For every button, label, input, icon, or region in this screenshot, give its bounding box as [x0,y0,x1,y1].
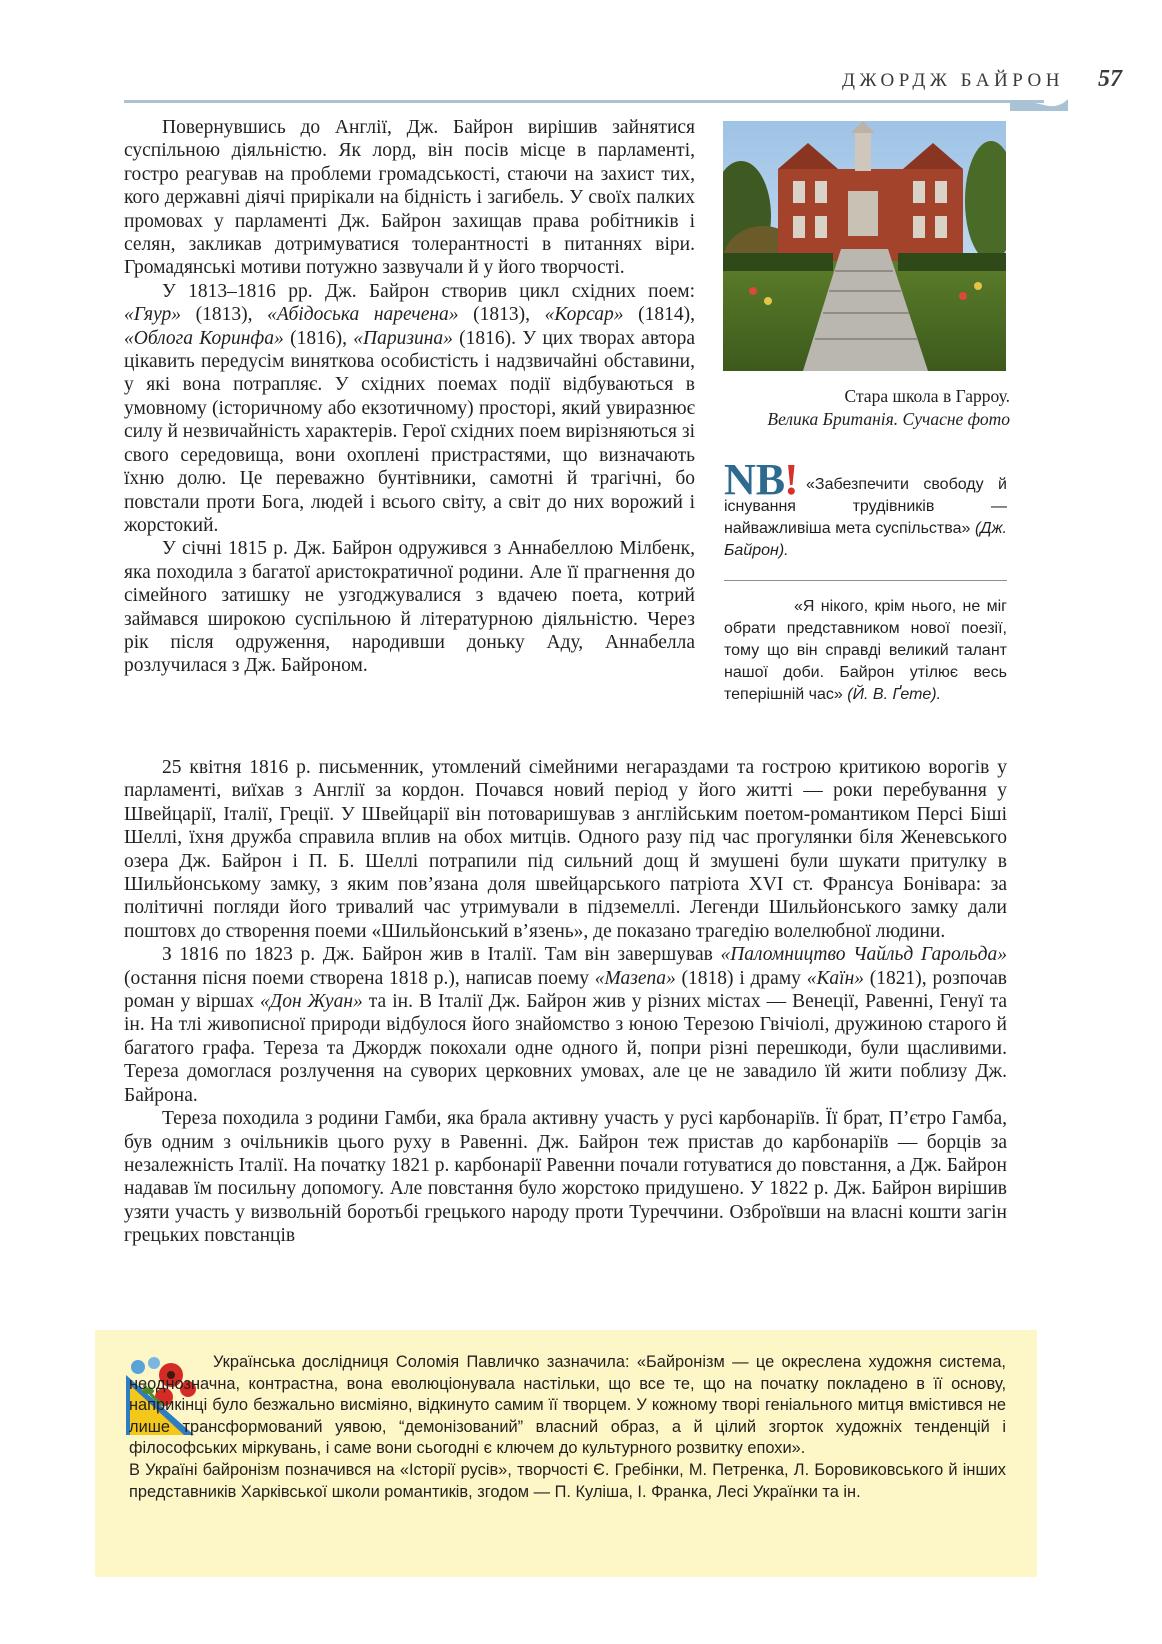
work-title: «Каїн» [806,967,865,989]
info-paragraph: Українська дослідниця Соломія Павличко зазначила: «Байронізм — це окреслена художня система, неоднозначна, контрастна, вона еволюціонувала настільки, що все те, що на початку покладено в її основу, наприкінці було безжально висміяно, відкинуто самим її творцем. У кожному творі геніального митця вмістився не лише трансформований уявою, “демонізований” власний образ, а й цілий згорток художніх тенденцій і філософських міркувань, і саме вони сьогодні є ключем до культурного розвитку епохи». [129,1353,1006,1458]
running-head [0,0,1162,120]
header-swoosh [1010,93,1068,111]
photo-caption [720,385,1010,431]
nb-quote-byron: «Забезпечити свободу й існування трудівників — найважливіша мета суспільства» (Дж. Байрон). [724,476,1007,559]
header-rule [124,100,1044,103]
photo-caption-line1: Стара школа в Гарроу. [844,386,1010,406]
page-number: 57 [1098,66,1122,92]
info-text [129,1352,1006,1503]
running-head-title: ДЖОРДЖ БАЙРОН [842,70,1064,91]
nb-letters: NB [724,457,786,497]
work-title: «Абідоська наречена» [267,304,459,326]
info-paragraph: В Україні байронізм позначився на «Історії русів», творчості Є. Гребінки, М. Петренка, Л. Боровиковського й інших представників Харківської школи романтиків, згодом — П. Куліша, І. Франка, Лесі Українки та ін. [129,1460,1006,1501]
harrow-school-photo [723,121,1006,371]
photo-caption-line2: Велика Британія. Сучасне фото [767,409,1010,429]
paragraph: Тереза походила з родини Гамби, яка брала активну участь у русі карбонаріїв. Її брат, П’єтро Гамба, був одним з очільників цього руху в Равенні. Дж. Байрон теж пристав до карбонаріїв — борців за незалежність Італії. На початку 1821 р. карбонарії Равенни почали готуватися до повстання, а Дж. Байрон надавав їм посильну допомогу. Але повстання було жорстоко придушено. У 1822 р. Дж. Байрон вирішив узяти участь у визвольній боротьбі грецького народу проти Туреччини. Озброївши на власні кошти загін грецьких повстанців [124,1108,1007,1247]
nb-divider [724,580,1007,581]
work-title: «Паризина» [353,327,453,349]
paragraph: Повернувшись до Англії, Дж. Байрон вирішив зайнятися суспільною діяльністю. Як лорд, він посів місце в парламенті, гостро реагував на проблеми громадськості, стаючи на захист тих, кого державні діячі прирікали на бідність і загибель. У своїх палких промовах у парламенті Дж. Байрон захищав права робітників і селян, закликав дотримуватися толерантності в питаннях віри. Громадянські мотиви потужно зазвучали й у його творчості. [124,117,695,279]
paragraph: У січні 1815 р. Дж. Байрон одружився з Аннабеллою Мілбенк, яка походила з багатої аристократичної родини. Але її прагнення до сімейного затишку не узгоджувалися з вдачею поета, котрий займався широкою суспільною й літературною діяльністю. Через рік після одруження, народивши доньку Аду, Аннабелла розлучилася з Дж. Байроном. [124,538,695,677]
paragraph: У 1813–1816 рр. Дж. Байрон створив цикл східних поем: «Гяур» (1813), «Абідоська наречена» (1813), «Корсар» (1814), «Облога Коринфа» (1816), «Паризина» (1816). У цих творах автора цікавить передусім винятковa особистість і надзвичайні обставини, у які вона потрапляє. У східних поемах події відбуваються в умовному (історичному або екзотичному) просторі, який увиразнює силу й незвичайність характерів. Герої східних поем вирізняються зі свого середовища, вони охоплені пристрастями, що визначають їхню долю. Це переважно бунтівники, самотні й трагічні, бо повстали проти Бога, людей і всього світу, а світ до них ворожий і жорстокий. [124,280,695,536]
work-title: «Гяур» [124,304,182,326]
paragraph: 25 квітня 1816 р. письменник, утомлений сімейними негараздами та гострою критикою ворогів у парламенті, виїхав з Англії за кордон. Почався новий період у його житті — роки перебування у Швейцарії, Італії, Греції. У Швейцарії він потоваришував з англійським поетом-романтиком Персі Біші Шеллі, їхня дружба справила вплив на обох митців. Одного разу під час прогулянки біля Женевського озера Дж. Байрон і П. Б. Шеллі потрапили під сильний дощ й змушені були шукати притулку в Шильйонському замку, з яким пов’язана доля швейцарського патріота XVI ст. Франсуа Бонівара: за політичні погляди його тривалий час утримували в підземеллі. Легенди Шильйонського замку дали поштовх до створення поеми «Шильйонський в’язень», де показано трагедію волелюбної людини. [124,757,1007,942]
nb-exclamation: ! [784,457,799,497]
work-title: «Мазепа» [594,967,676,989]
paragraph: З 1816 по 1823 р. Дж. Байрон жив в Італії. Там він завершував «Паломництво Чайльд Гарольда» (остання пісня поеми створена 1818 р.), написав поему «Мазепа» (1818) і драму «Каїн» (1821), розпочав роман у віршах «Дон Жуан» та ін. В Італії Дж. Байрон жив у різних містах — Венеції, Равенні, Генуї та ін. На тлі живописної природи відбулося його знайомство з юною Терезою Гвічіолі, дружиною старого й багатого графа. Тереза та Джордж покохали одне одного й, попри різні перешкоди, були щасливими. Тереза домоглася розлучення на суворих церковних умовах, але це не завадило їй жити поблизу Дж. Байрона. [124,944,1007,1106]
body-column-wide [124,756,1007,1248]
work-title: «Дон Жуан» [260,991,363,1013]
work-title: «Корсар» [544,304,624,326]
work-title: «Облога Коринфа» [124,327,284,349]
nb-quote-goethe: «Я нікого, крім нього, не міг обрати представником нової поезії, тому що він справді великий талант нашої доби. Байрон утілює весь теперішній час» (Й. В. Ґете). [724,598,1007,703]
body-column-narrow [124,116,695,678]
work-title: «Паломництво Чайльд Гарольда» [720,944,1007,966]
